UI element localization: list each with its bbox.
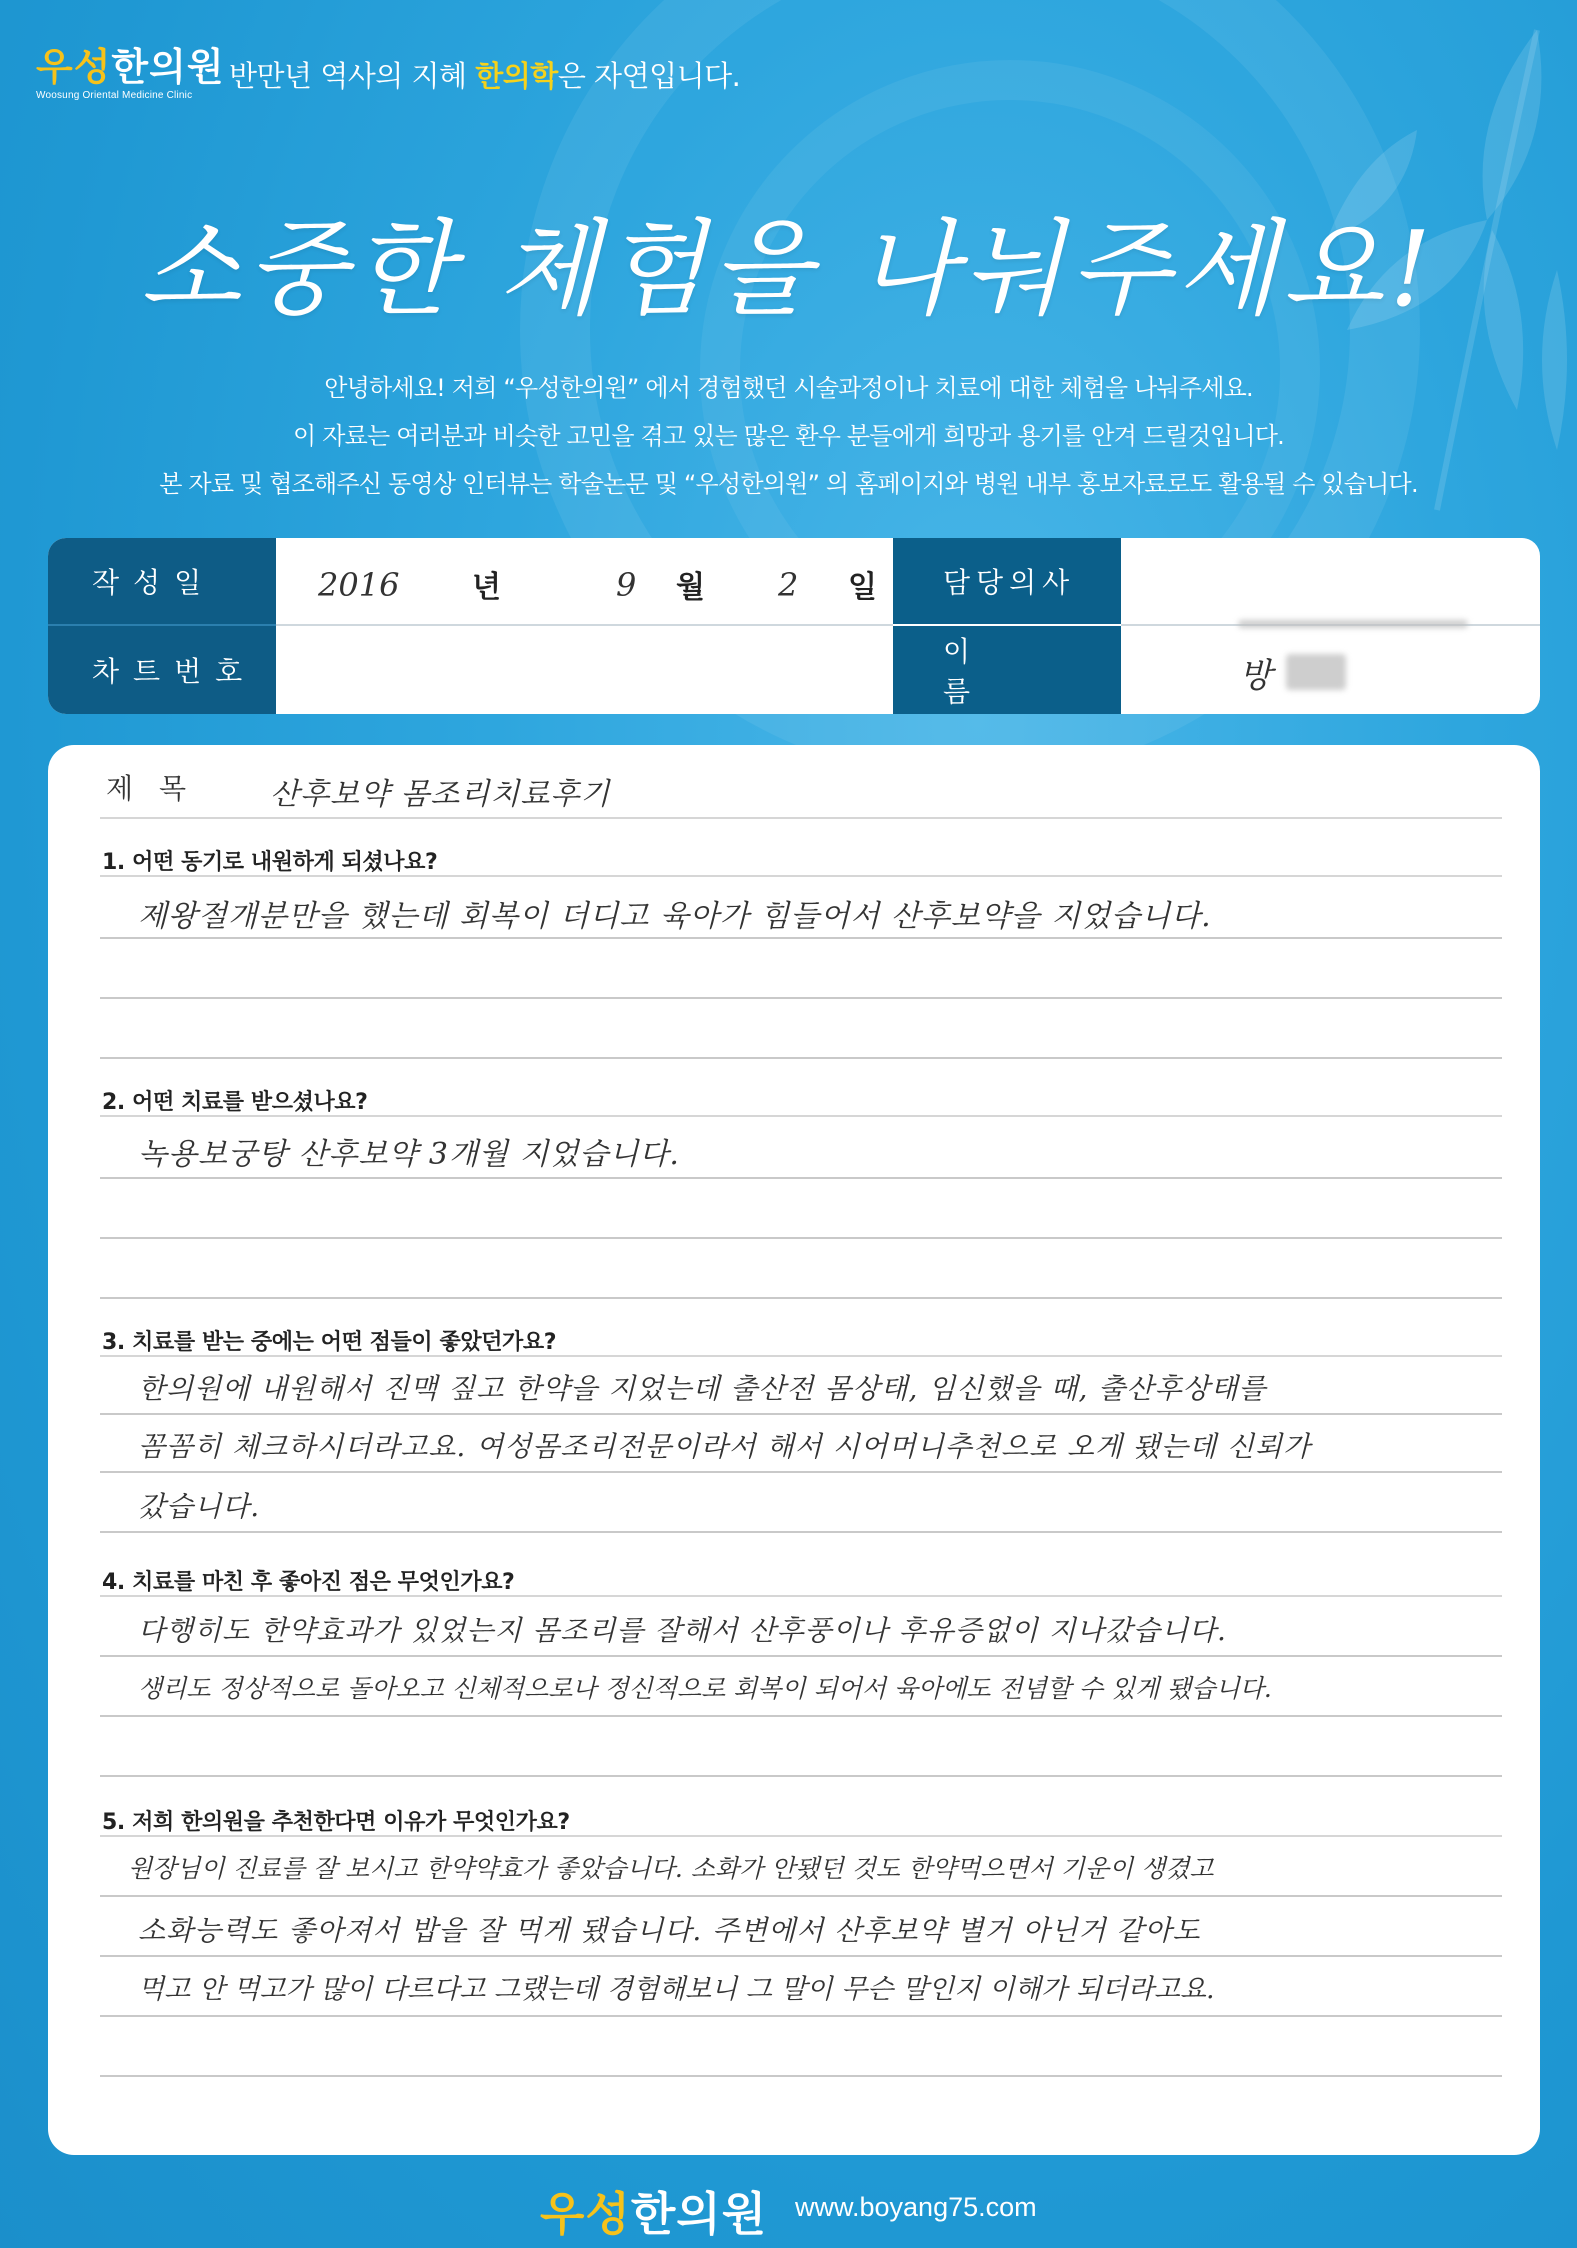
- answer-rule: [100, 997, 1502, 999]
- question-4-title: 4. 치료를 마친 후 좋아진 점은 무엇인가요?: [102, 1570, 515, 1595]
- logo-text: 우성한의원: [36, 44, 225, 89]
- answer-rule: [100, 1531, 1502, 1533]
- date-year: 2016: [318, 566, 400, 604]
- question-1-title: 1. 어떤 동기로 내원하게 되셨나요?: [102, 850, 438, 875]
- question-5-title: 5. 저희 한의원을 추천한다면 이유가 무엇인가요?: [102, 1810, 570, 1835]
- testimonial-form: [48, 745, 1540, 2155]
- subject-value[interactable]: 산후보약 몸조리치료후기: [270, 777, 611, 812]
- subject-label: 제목: [106, 772, 213, 805]
- answer-5-line-2[interactable]: 소화능력도 좋아져서 밥을 잘 먹게 됐습니다. 주변에서 산후보약 별거 아닌거 같아도: [138, 1914, 1201, 1947]
- answer-rule: [100, 1471, 1502, 1473]
- date-year-unit: 년: [472, 570, 501, 605]
- name-text: 방: [1239, 656, 1272, 696]
- answer-rule: [100, 2075, 1502, 2077]
- doctor-label: 담당의사: [893, 538, 1121, 624]
- redacted-name: [1286, 654, 1346, 690]
- table-divider: [48, 624, 276, 626]
- answer-rule: [100, 1955, 1502, 1957]
- answer-3-line-1[interactable]: 한의원에 내원해서 진맥 짚고 한약을 지었는데 출산전 몸상태, 임신했을 때, 출산후상태를: [138, 1372, 1267, 1405]
- answer-3-line-3[interactable]: 갔습니다.: [138, 1490, 261, 1523]
- date-month-unit: 월: [676, 570, 705, 605]
- date-day-unit: 일: [848, 570, 877, 605]
- answer-rule: [100, 937, 1502, 939]
- answer-rule: [100, 1715, 1502, 1717]
- date-value[interactable]: [276, 538, 893, 624]
- answer-rule: [100, 1355, 1502, 1357]
- answer-rule: [100, 875, 1502, 877]
- footer-url[interactable]: www.boyang75.com: [795, 2192, 1037, 2222]
- intro-line-3: 본 자료 및 협조해주신 동영상 인터뷰는 학술논문 및 “우성한의원” 의 홈페이지와 병원 내부 홍보자료로도 활용될 수 있습니다.: [159, 470, 1418, 498]
- footer-logo: 우성한의원: [540, 2187, 768, 2241]
- intro-line-2: 이 자료는 여러분과 비슷한 고민을 겪고 있는 많은 환우 분들에게 희망과 용기를 안겨 드릴것입니다.: [293, 422, 1284, 450]
- date-day: 2: [778, 566, 799, 604]
- answer-rule: [100, 1655, 1502, 1657]
- slogan: 반만년 역사의 지혜 한의학은 자연입니다.: [229, 59, 741, 93]
- answer-rule: [100, 2015, 1502, 2017]
- answer-rule: [100, 1297, 1502, 1299]
- answer-3-line-2[interactable]: 꼼꼼히 체크하시더라고요. 여성몸조리전문이라서 해서 시어머니추천으로 오게 됐는데 신뢰가: [138, 1430, 1312, 1463]
- clinic-logo: [36, 44, 225, 101]
- answer-4-line-2[interactable]: 생리도 정상적으로 돌아오고 신체적으로나 정신적으로 회복이 되어서 육아에도 전념할 수 있게 됐습니다.: [138, 1674, 1272, 1703]
- answer-4-line-1[interactable]: 다행히도 한약효과가 있었는지 몸조리를 잘해서 산후풍이나 후유증없이 지나갔습니다.: [138, 1614, 1227, 1647]
- info-table: [48, 538, 1540, 714]
- answer-rule: [100, 1413, 1502, 1415]
- name-label: 이 름: [893, 626, 1121, 714]
- chart-number-value[interactable]: [276, 626, 893, 714]
- answer-5-line-3[interactable]: 먹고 안 먹고가 많이 다르다고 그랬는데 경험해보니 그 말이 무슨 말인지 이해가 되더라고요.: [138, 1974, 1215, 2005]
- answer-rule: [100, 1115, 1502, 1117]
- answer-rule: [100, 1595, 1502, 1597]
- intro-line-1: 안녕하세요! 저희 “우성한의원” 에서 경험했던 시술과정이나 치료에 대한 체험을 나눠주세요.: [324, 374, 1253, 402]
- header: [36, 44, 1036, 114]
- subject-rule: [100, 817, 1502, 819]
- answer-rule: [100, 1177, 1502, 1179]
- chart-number-label: 차트번호: [48, 626, 276, 714]
- doctor-value[interactable]: [1121, 538, 1540, 624]
- answer-rule: [100, 1895, 1502, 1897]
- page-title: 소중한 체험을 나눠주세요!: [139, 208, 1437, 330]
- answer-rule: [100, 1775, 1502, 1777]
- answer-rule: [100, 1835, 1502, 1837]
- date-month: 9: [616, 566, 637, 604]
- logo-subtitle: Woosung Oriental Medicine Clinic: [36, 90, 193, 101]
- answer-1-line-1[interactable]: 제왕절개분만을 했는데 회복이 더디고 육아가 힘들어서 산후보약을 지었습니다.: [138, 899, 1212, 934]
- date-label: 작성일: [48, 538, 276, 624]
- answer-rule: [100, 1237, 1502, 1239]
- answer-5-line-1[interactable]: 원장님이 진료를 잘 보시고 한약약효가 좋았습니다. 소화가 안됐던 것도 한약먹으면서 기운이 생겼고: [128, 1854, 1214, 1883]
- answer-rule: [100, 1057, 1502, 1059]
- question-2-title: 2. 어떤 치료를 받으셨나요?: [102, 1090, 368, 1115]
- answer-2-line-1[interactable]: 녹용보궁탕 산후보약 3개월 지었습니다.: [138, 1137, 680, 1172]
- question-3-title: 3. 치료를 받는 중에는 어떤 점들이 좋았던가요?: [102, 1330, 557, 1355]
- name-value[interactable]: [1121, 626, 1540, 714]
